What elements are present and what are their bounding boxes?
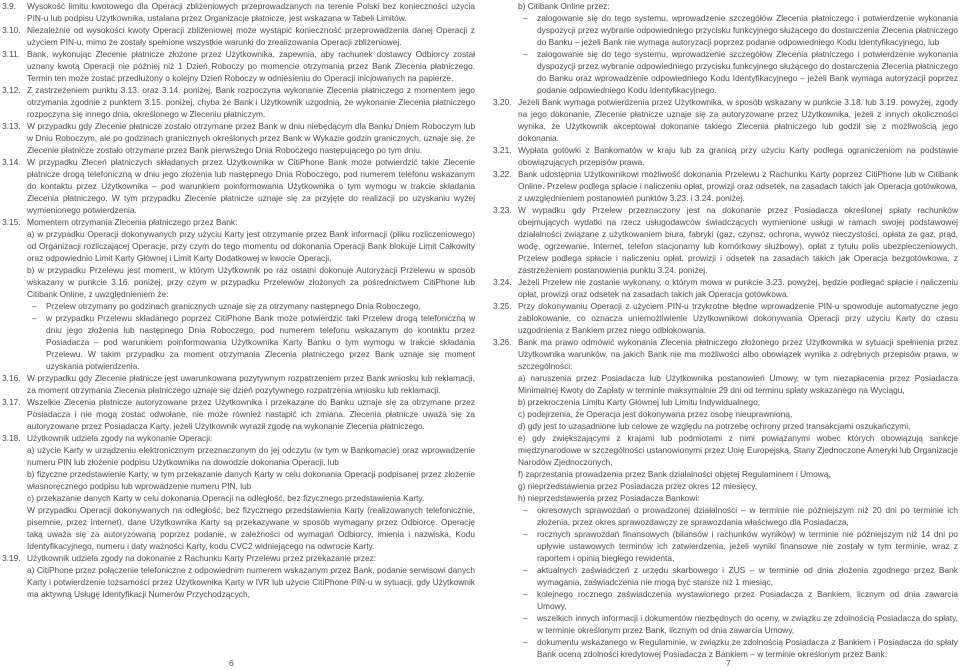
clause-text: Użytkownik udziela zgody na wykonanie Operacji:	[27, 433, 213, 443]
clause-text: W przypadku Zleceń płatniczych składanych przez Użytkownika w CitiPhone Bank może potwierdzić takie Zlecenie płatnicze drogą telefoniczną w dniu jego złożenia lub następnego Dnia Roboczego, pod numerem telefonu wskazanym do kontaktu przez Użytkownika – pod warunkiem poinformowania Użytkownika o tym wymogu w trakcie składania Zlecenia płatniczego. W tym przypadku Zlecenie płatnicze uznaje się za przyjęte do realizacji po uzyskaniu wyżej wymienionego potwierdzenia.	[27, 157, 475, 215]
sub-clause: a) w przypadku Operacji dokonywanych przy użyciu Karty jest otrzymanie przez Bank informacji (pliku rozliczeniowego) od Organizacji rozliczającej Operacje, przy czym do tego momentu od dokonania Operacji Bank blokuje Limit Całkowity oraz odpowiednio Limit Karty Głównej i Limit Karty Dodatkowej w kwocie Operacji,	[27, 229, 475, 263]
clause-paragraph	[2, 120, 475, 156]
dash-list-item: – kolejnego rocznego zaświadczenia wystawionego przez Posiadacza z Bankiem, licznym od dnia zawarcia Umowy,	[493, 588, 958, 612]
clause-paragraph	[493, 276, 958, 300]
clause-paragraph	[493, 96, 958, 144]
dash-list-item: – wszelkich innych informacji i dokumentów niezbędnych do oceny, w związku ze zdolnością Posiadacza do spłaty, w terminie określonym przez Bank, licznym od dnia zawarcia Umowy,	[493, 612, 958, 636]
clause-text: Użytkownik udziela zgody na dokonanie z Rachunku Karty Przelewu przez przekazanie przez:	[27, 553, 377, 563]
clause-number: 3.9.	[2, 1, 16, 11]
clause-paragraph	[493, 168, 958, 204]
clause-text: Bank, wykonując Zlecenie płatnicze złożone przez Użytkownika, zapewnia, aby rachunek dostawcy Odbiorcy został uznany kwotą Operacji nie później niż 1 Dzień Roboczy po momencie otrzymania przez Bank Zlecenia płatniczego. Termin ten może zostać przedłużony o kolejny Dzień Roboczy w odniesieniu do Operacji inicjowanych na papierze.	[27, 49, 475, 83]
clause-number: 3.11.	[2, 49, 21, 59]
clause-number: 3.10.	[2, 25, 21, 35]
dash-list-item: – okresowych sprawozdań o prowadzonej działalności – w terminie nie późniejszym niż 20 dni po terminie ich złożenia, przez okres sprawozdawczy ze sprawozdania właściwego dla Posiadacza,	[493, 504, 958, 528]
clause-text: Z zastrzeżeniem punktu 3.13. oraz 3.14. poniżej, Bank rozpoczyna wykonanie Zlecenia płatniczego z momentem jego otrzymania zgodnie z punktem 3.15. poniżej, chyba że Bank i Użytkownik uzgodnią, że wykonanie Zlecenia płatniczego rozpoczyna się innego dnia, określonego w Zleceniu płatniczym.	[27, 85, 475, 119]
clause-paragraph	[2, 24, 475, 48]
sub-clause: c) przekazanie danych Karty w celu dokonania Operacji na odległość, bez fizycznego przedstawienia Karty.	[27, 493, 425, 503]
sub-clause: f) zaprzestania prowadzenia przez Bank działalności objętej Regulaminem i Umową,	[518, 469, 831, 479]
clause-paragraph	[493, 204, 958, 276]
clause-number: 3.18.	[2, 433, 21, 443]
clause-number: 3.15.	[2, 217, 21, 227]
dash-list-item: – w przypadku Przelewu składanego poprzez CitiPhone Bank może potwierdzić taki Przelew drogą telefoniczną w dniu jego złożenia lub następnego Dnia Roboczego, pod numerem telefonu wskazanym do kontaktu przez Posiadacza – pod warunkiem poinformowania Użytkownika Karty Banku o tym wymogu w trakcie składania Przelewu. W takim przypadku za moment otrzymania Zlecenia płatniczego przez Bank uznaje się moment uzyskania potwierdzenia.	[2, 312, 475, 372]
clause-paragraph	[2, 84, 475, 120]
clause-number: 3.26.	[493, 337, 512, 347]
clause-paragraph	[2, 552, 475, 564]
sub-clause: a) naruszenia przez Posiadacza lub Użytkownika postanowień Umowy, w tym niezapłacenia przez Posiadacza Minimalnej Kwoty do Zapłaty w terminie maksymalnie 29 dni od terminu spłaty wskazanego na Wyciągu,	[518, 373, 958, 395]
clause-paragraph	[2, 372, 475, 396]
clause-text: Wszelkie Zlecenia płatnicze autoryzowane przez Użytkownika i przekazane do Banku uznaje się za otrzymane przez Posiadacza i nie mogą zostać odwołane, nie może również nastąpić ich zmiana. Zlecenia płatnicze uważa się za autoryzowane przez Posiadacza Karty, jeżeli Użytkownik wyraził zgodę na wykonanie Zlecenia płatniczego.	[27, 397, 475, 431]
dash-list-item: – rocznych sprawozdań finansowych (bilansów i rachunków wyników) w terminie nie późniejszym niż 14 dni po upływie ustawowych terminów ich zatwierdzenia, jeżeli wyniki finansowe nie zostały w tym terminie, wraz z raportem i opinią biegłego rewidenta,	[493, 528, 958, 564]
clause-number: 3.21.	[493, 145, 512, 155]
clause-text: Bank ma prawo odmówić wykonania Zlecenia płatniczego złożonego przez Użytkownika w sytuacji spełnienia przez Użytkownika warunków, na jakich Bank nie ma możliwości albo obowiązek wynika z odrębnych przepisów prawa, w szczególności:	[518, 337, 958, 371]
clause-text: W przypadku gdy Zlecenie płatnicze jest uwarunkowana pozytywnym rozpatrzeniem przez Bank wniosku lub reklamacji, za moment otrzymania Zlecenia płatniczego uznaje się dzień pozytywnego rozpatrzenia wniosku lub reklamacji.	[27, 373, 475, 395]
sub-clause: d) gdy jest to uzasadnione lub celowe ze względu na potrzebę ochrony przed transakcjami oszukańczymi,	[518, 421, 911, 431]
right-column	[493, 0, 958, 660]
clause-number: 3.17.	[2, 397, 21, 407]
clause-paragraph	[2, 0, 475, 24]
clause-number: 3.13.	[2, 121, 21, 131]
clause-text: Niezależnie od wysokości kwoty Operacji zbliżeniowej może wystąpić konieczność przeprowadzenia danej Operacji z użyciem PIN-u, mimo że zostały spełnione wszystkie warunki do zrealizowania Operacji zbliżeniowej.	[27, 25, 475, 47]
dash-list-item: – aktualnych zaświadczeń z urzędu skarbowego i ZUS – w terminie od dnia złożenia zgodnego przez Bank wymagania, zaświadczenia nie mogą być starsze niż 1 miesiąc,	[493, 564, 958, 588]
clause-paragraph	[493, 300, 958, 336]
clause-number: 3.14.	[2, 157, 21, 167]
dash-list-item: – Przelew otrzymany po godzinach granicznych uznaje się za otrzymany następnego Dnia Roboczego,	[2, 300, 475, 312]
sub-clause: b) w przypadku Przelewu jest moment, w którym Użytkownik po raz ostatni dokonuje Autoryzacji Przelewu w sposób wskazany w punkcie 3.16. poniżej, przy czym w przypadku Przelewów złożonych za pośrednictwem CitiPhone lub Citibank Online, z uwzględnieniem że:	[27, 265, 475, 299]
sub-clause: b) przekroczenia Limitu Karty Głównej lub Limitu Indywidualnego,	[518, 397, 761, 407]
clause-text: Wypłata gotówki z Bankomatów w kraju lub za granicą przy użyciu Karty podlega ograniczeniom na podstawie obowiązujących przepisów prawa.	[518, 145, 958, 167]
clause-number: 3.12.	[2, 85, 21, 95]
clause-paragraph	[2, 432, 475, 444]
dash-list-item: – dokumentu wskazanego w Regulaminie, w związku ze zdolnością Posiadacza z Bankiem i Posiadacza do spłaty Bank oceną zdolności kredytowej Posiadacza z Bankiem – w terminie określonym przez Bank.	[493, 636, 958, 660]
clause-number: 3.23.	[493, 205, 512, 215]
sub-clause: c) podejrzenia, że Operacja jest dokonywana przez osobę nieuprawnioną,	[518, 409, 793, 419]
sub-clause: g) nieprzedstawienia przez Posiadacza przez okres 12 miesięcy,	[518, 481, 758, 491]
sub-clause: a) użycie Karty w urządzeniu elektronicznym przeznaczonym do jej odczytu (w tym w Bankomacie) oraz wprowadzenie numeru PIN lub złożenie podpisu Użytkownika na dowodzie dokonania Operacji, lub	[27, 445, 475, 467]
clause-paragraph	[493, 336, 958, 372]
clause-paragraph	[2, 396, 475, 432]
left-column	[2, 0, 475, 600]
clause-number: 3.25.	[493, 301, 512, 311]
sub-clause: h) nieprzedstawienia przez Posiadacza Bankowi:	[518, 493, 700, 503]
clause-number: 3.24.	[493, 277, 512, 287]
sub-clause: e) gdy zwiększającymi z krajami lub podmiotami z nimi powiązanymi wobec których obowiązują sankcje międzynarodowe w szczególności ustanowionymi przez Unię Europejską, Stany Zjednoczone Ameryki lub Organizacje Narodów Zjednoczonych,	[518, 433, 958, 467]
page-number-left: 6	[229, 658, 234, 668]
clause-text: Jeżeli Przelew nie zostanie wykonany, o którym mowa w punkcie 3.23. powyżej, będzie podlegać spłacie i naliczeniu opłat, prowizji oraz odsetek na zasadach takich jak Operacja gotówkowa.	[518, 277, 958, 299]
page-number-right: 7	[726, 658, 731, 668]
sub-clause: a) CitiPhone przez połączenie telefoniczne z odpowiednim numerem wskazanym przez Bank, podanie serwisowi danych Karty i potwierdzenie tożsamości przez Użytkownika Karty w IVR lub użycie CitiPhone PIN-u w sytuacji, gdy Użytkownik ma aktywną Usługę Identyfikacji Numerów Przychodzących,	[27, 565, 475, 599]
dash-list-item: – zalogowanie się do tego systemu, wprowadzenie szczegółów Zlecenia płatniczego i potwierdzenie wykonania dyspozycji przez wybranie odpowiedniego przycisku funkcyjnego służącego do dostarczenia Zlecenia płatniczego do Banku – jeżeli Bank nie wymaga autoryzacji poprzez podanie odpowiedniego Kodu Identyfikacyjnego, lub	[493, 12, 958, 48]
clause-number: 3.22.	[493, 169, 512, 179]
clause-text: Przy dokonywaniu Operacji z użyciem PIN-u trzykrotne błędne wprowadzenie PIN-u spowoduje automatyczne jego zablokowanie, co oznacza uniemożliwienie Użytkownikowi dokonywania Operacji przy użyciu Karty do czasu uzgodnienia z Bankiem przez niego odblokowania.	[518, 301, 958, 335]
clause-text: Jeżeli Bank wymaga potwierdzenia przez Użytkownika, w sposób wskazany w punkcie 3.18. lub 3.19. powyżej, zgody na jego dokonanie, Zlecenie płatnicze uznaje się za autoryzowane przez Użytkownika, jeżeli z innych okoliczności wynika, że Użytkownik akceptował dokonanie takiego Zlecenia płatniczego lub godził się z możliwością jego dokonania.	[518, 97, 958, 143]
clause-text: Wysokość limitu kwotowego dla Operacji zbliżeniowych przeprowadzanych na terenie Polski bez konieczności użycia PIN-u lub podpisu Użytkownika, ustalana przez Organizacje płatnicze, jest wskazana w Tabeli Limitów.	[27, 1, 475, 23]
clause-paragraph	[493, 144, 958, 168]
sub-clause: W przypadku Operacji dokonywanych na odległość, bez fizycznego przedstawienia Karty (realizowanych telefonicznie, pisemnie, przez Internet), dane Użytkownika Karty są przekazywane w sposób wymagany przez Odbiorcę. Operację taką uważa się za autoryzowaną poprzez podanie, w zależności od wymagań Odbiorcy, imienia i nazwiska, Kodu Identyfikacyjnego, numeru i daty ważności Karty, kodu CVC2 widniejącego na odwrocie Karty.	[27, 505, 475, 551]
clause-paragraph	[2, 156, 475, 216]
clause-text: W przypadku gdy Zlecenie płatnicze zostało otrzymane przez Bank w dniu niebędącym dla Banku Dniem Roboczym lub w Dniu Roboczym, ale po godzinach granicznych określonych przez Bank w Wykazie godzin granicznych, uznaje się, że Zlecenie płatnicze zostało otrzymane przez Bank pierwszego Dnia Roboczego następującego po tym dniu.	[27, 121, 475, 155]
sub-clause: b) Citibank Online przez:	[518, 1, 610, 11]
clause-paragraph	[2, 48, 475, 84]
clause-paragraph	[2, 216, 475, 228]
sub-clause: b) fizyczne przedstawienie Karty, w tym przekazanie danych Karty w celu dokonania Operacji podpisanej przez złożenie własnoręcznego podpisu lub wprowadzenie numeru PIN, lub	[27, 469, 475, 491]
clause-text: Bank udostępnia Użytkownikowi możliwość dokonania Przelewu z Rachunku Karty poprzez CitiPhone lub w Citibank Online. Przelew podlega spłacie i naliczeniu opłat, prowizji oraz odsetek, na zasadach takich jak Operacja gotówkowa, z uwzględnieniem postanowień punktów 3.23. i 3.24. poniżej.	[518, 169, 958, 203]
clause-number: 3.20.	[493, 97, 512, 107]
clause-text: W wypadku gdy Przelew przeznaczony jest na dokonanie przez Posiadacza określonej spłaty rachunków obejmujących wydatki na rzecz usługodawców świadczących wymienione usługi w ramach swojej podstawowej działalności związane z użytkowaniem biura, fabryki (gaz, czynsz, ochrona, wywóz nieczystości, opłata za gaz, prąd, wodę, ogrzewanie, Internet, telefon stacjonarny lub komórkowy służbowy), opłat z tytułu polis ubezpieczeniowych, Przelew podlega spłacie i naliczeniu opłat, prowizji i odsetek na zasadach takich jak Operacja bezgotówkowa, z zastrzeżeniem postanowienia punktu 3.24. poniżej.	[518, 205, 958, 275]
dash-list-item: – zalogowanie się do tego systemu, wprowadzenie szczegółów Zlecenia płatniczego i potwierdzenie wykonania dyspozycji przez wybranie odpowiedniego przycisku funkcyjnego służącego do dostarczenia Zlecenia płatniczego do Banku oraz wprowadzenie odpowiedniego Kodu Identyfikacyjnego – jeżeli Bank wymaga autoryzacji poprzez podanie odpowiedniego Kodu Identyfikacyjnego.	[493, 48, 958, 96]
clause-text: Momentem otrzymania Zlecenia płatniczego przez Bank:	[27, 217, 238, 227]
clause-number: 3.16.	[2, 373, 21, 383]
clause-number: 3.19.	[2, 553, 21, 563]
